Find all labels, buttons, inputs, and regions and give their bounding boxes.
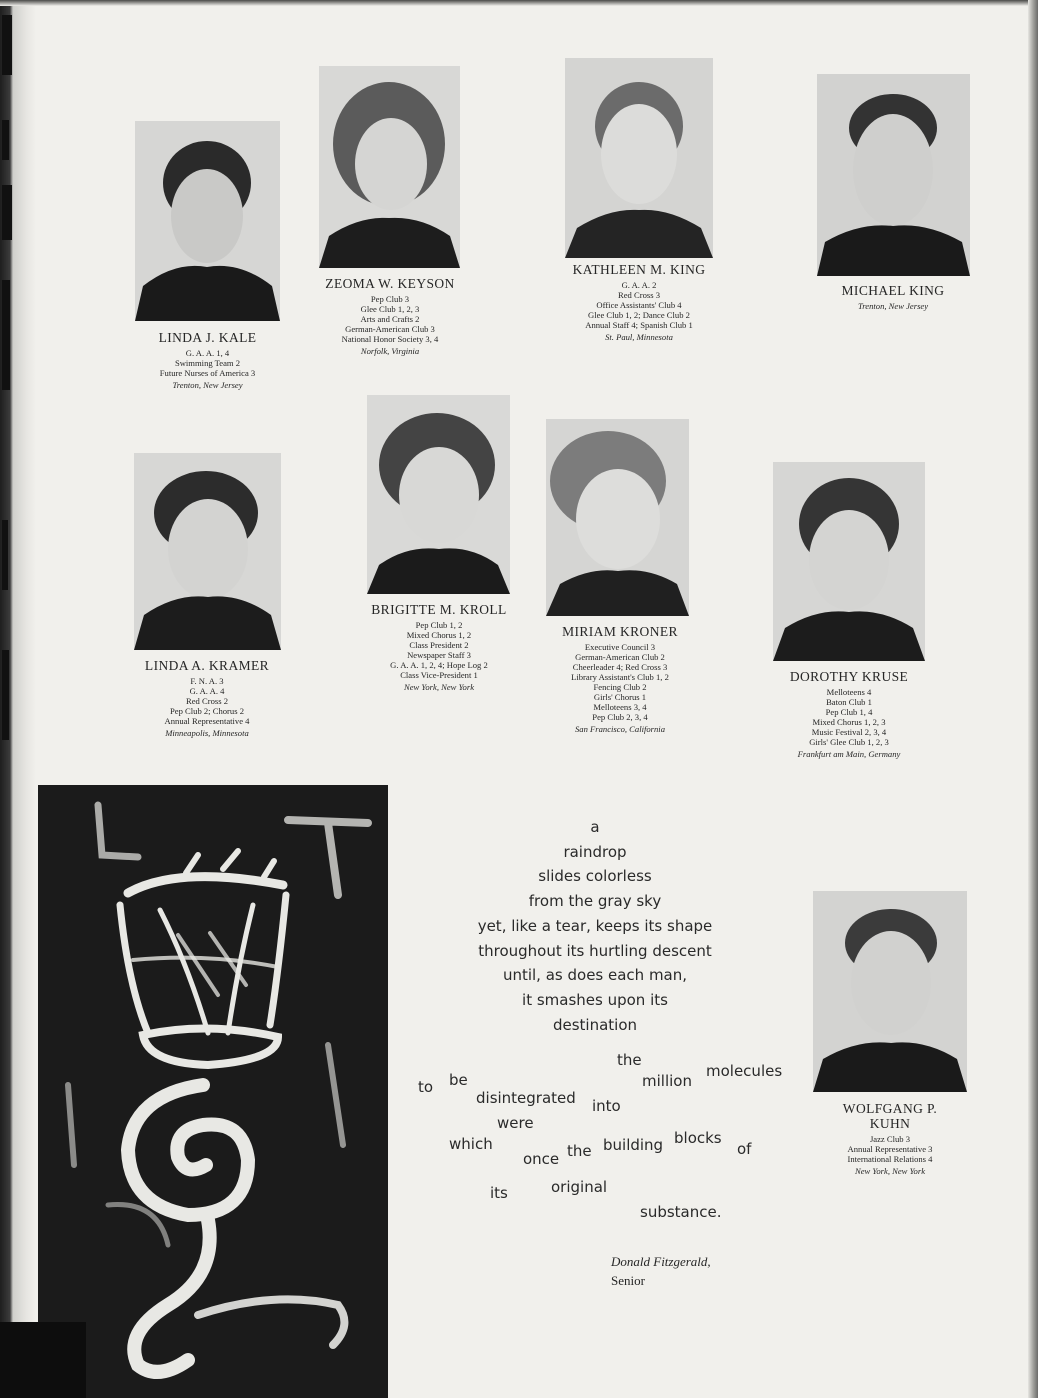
student-entry-linda-kramer: [118, 658, 296, 739]
activity: Girls' Chorus 1: [593, 692, 647, 702]
activity: Pep Club 2, 3, 4: [592, 712, 648, 722]
portrait-michael-king: [817, 74, 970, 276]
hometown: San Francisco, California: [575, 724, 665, 734]
poem-author: Donald Fitzgerald,: [611, 1254, 711, 1269]
poem-scattered-word: blocks: [674, 1129, 722, 1147]
student-name: MICHAEL KING: [841, 283, 945, 298]
activity: Melloteens 4: [826, 687, 872, 697]
hometown: Frankfurt am Main, Germany: [797, 749, 901, 759]
activity: Baton Club 1: [826, 697, 872, 707]
student-entry-michael-king: [803, 283, 983, 312]
student-entry-zeoma-keyson: [300, 276, 480, 357]
activity: Fencing Club 2: [593, 682, 647, 692]
poem-scattered-word: to: [418, 1078, 434, 1096]
activity: Glee Club 1, 2; Dance Club 2: [588, 310, 690, 320]
activity: Class Vice-President 1: [400, 670, 478, 680]
activity: German-American Club 2: [575, 652, 665, 662]
activity: Red Cross 3: [617, 290, 661, 300]
activity: Annual Staff 4; Spanish Club 1: [585, 320, 693, 330]
activity: Annual Representative 4: [164, 716, 250, 726]
poem-scattered-word: million: [642, 1072, 692, 1090]
activity: Pep Club 3: [370, 294, 410, 304]
activity: Future Nurses of America 3: [159, 368, 256, 378]
hometown: Trenton, New Jersey: [172, 380, 243, 390]
hometown: Norfolk, Virginia: [360, 346, 420, 356]
poem-scattered-word: molecules: [706, 1062, 783, 1080]
poem-scattered-word: which: [449, 1135, 493, 1153]
poem-scattered-word: the: [567, 1142, 592, 1160]
poem-line: destination: [552, 1015, 638, 1034]
activity: Pep Club 1, 4: [825, 707, 873, 717]
poem-signature: [611, 1252, 711, 1290]
student-entry-wolfgang-kuhn: [800, 1101, 980, 1177]
student-entry-kathleen-king: [548, 262, 730, 343]
activity: National Honor Society 3, 4: [341, 334, 439, 344]
poem-line: a: [590, 818, 600, 836]
activity: Pep Club 2; Chorus 2: [169, 706, 244, 716]
activity: G. A. A. 4: [189, 686, 225, 696]
poem-line: until, as does each man,: [502, 966, 688, 985]
activity: Red Cross 2: [185, 696, 229, 706]
poem-line: from the gray sky: [528, 892, 662, 911]
student-entry-brigitte-kroll: [348, 602, 530, 693]
activity: Girls' Glee Club 1, 2, 3: [809, 737, 889, 747]
poem-scattered-word: of: [737, 1140, 752, 1158]
activity: G. A. A. 1, 2, 4; Hope Log 2: [390, 660, 488, 670]
hometown: Minneapolis, Minnesota: [165, 728, 249, 738]
activity: Executive Council 3: [584, 642, 656, 652]
portrait-zeoma-keyson: [319, 66, 460, 268]
poem-scattered-word: were: [497, 1114, 534, 1132]
student-entry-miriam-kroner: [530, 624, 710, 735]
poem-line: raindrop: [563, 842, 627, 861]
activity: Newspaper Staff 3: [407, 650, 471, 660]
student-name-line: WOLFGANG P.: [842, 1101, 938, 1116]
portrait-kathleen-king: [565, 58, 713, 258]
student-name: BRIGITTE M. KROLL: [371, 602, 507, 617]
activity: International Relations 4: [847, 1154, 933, 1164]
poem-body: [430, 815, 760, 1037]
poem-line: slides colorless: [538, 867, 652, 886]
student-name-line: KUHN: [869, 1116, 911, 1131]
student-name: MIRIAM KRONER: [562, 624, 678, 639]
activity: Music Festival 2, 3, 4: [811, 727, 887, 737]
hometown: New York, New York: [403, 682, 475, 692]
page-top-edge: [0, 0, 1038, 6]
activity: G. A. A. 2: [621, 280, 657, 290]
portrait-miriam-kroner: [546, 419, 689, 616]
poem-scattered-word: substance.: [640, 1203, 722, 1221]
student-name: KATHLEEN M. KING: [572, 262, 706, 277]
activity: Mixed Chorus 1, 2, 3: [812, 717, 886, 727]
activity: Melloteens 3, 4: [593, 702, 647, 712]
student-entry-linda-kale: [120, 330, 295, 391]
student-name: LINDA J. KALE: [158, 330, 257, 345]
activity: Mixed Chorus 1, 2: [406, 630, 472, 640]
page-right-edge: [1028, 0, 1038, 1398]
poem-scattered-word: the: [617, 1051, 642, 1069]
student-name: ZEOMA W. KEYSON: [325, 276, 455, 291]
hometown: New York, New York: [854, 1166, 926, 1176]
activity: Office Assistants' Club 4: [596, 300, 682, 310]
poem-scattered-word: building: [603, 1136, 664, 1154]
activity: Class President 2: [409, 640, 469, 650]
portrait-dorothy-kruse: [773, 462, 925, 661]
poem-scattered-word: its: [490, 1184, 508, 1202]
hometown: Trenton, New Jersey: [857, 301, 929, 311]
activity: Swimming Team 2: [174, 358, 241, 368]
activity: Pep Club 1, 2: [415, 620, 463, 630]
poem-author-title: Senior: [611, 1273, 645, 1288]
activity: Glee Club 1, 2, 3: [360, 304, 420, 314]
activity: Arts and Crafts 2: [360, 314, 420, 324]
portrait-brigitte-kroll: [367, 395, 510, 594]
activity: G. A. A. 1, 4: [185, 348, 230, 358]
activity: Cheerleader 4; Red Cross 3: [572, 662, 668, 672]
poem-line: it smashes upon its: [522, 990, 668, 1009]
poem-scattered-word: disintegrated: [476, 1089, 576, 1107]
hometown: St. Paul, Minnesota: [605, 332, 673, 342]
poem-scattered-word: once: [523, 1150, 560, 1168]
portrait-linda-kramer: [134, 453, 281, 650]
portrait-linda-kale: [135, 121, 280, 321]
lantern-illustration: [38, 785, 388, 1398]
poem-line: throughout its hurtling descent: [478, 941, 712, 960]
activity: German-American Club 3: [345, 324, 435, 334]
activity: Library Assistant's Club 1, 2: [571, 672, 669, 682]
poem-scattered-word: be: [449, 1071, 468, 1089]
activity: Jazz Club 3: [869, 1134, 911, 1144]
poem-line: yet, like a tear, keeps its shape: [477, 916, 713, 935]
student-entry-dorothy-kruse: [758, 669, 940, 760]
book-binding-edge: [0, 0, 36, 1398]
poem-scattered-word: original: [551, 1178, 608, 1196]
student-name: DOROTHY KRUSE: [789, 669, 909, 684]
portrait-wolfgang-kuhn: [813, 891, 967, 1092]
student-name: LINDA A. KRAMER: [144, 658, 270, 673]
activity: F. N. A. 3: [190, 676, 224, 686]
activity: Annual Representative 3: [847, 1144, 933, 1154]
page-corner-shadow: [0, 1322, 86, 1398]
poem-scattered-word: into: [592, 1097, 621, 1115]
